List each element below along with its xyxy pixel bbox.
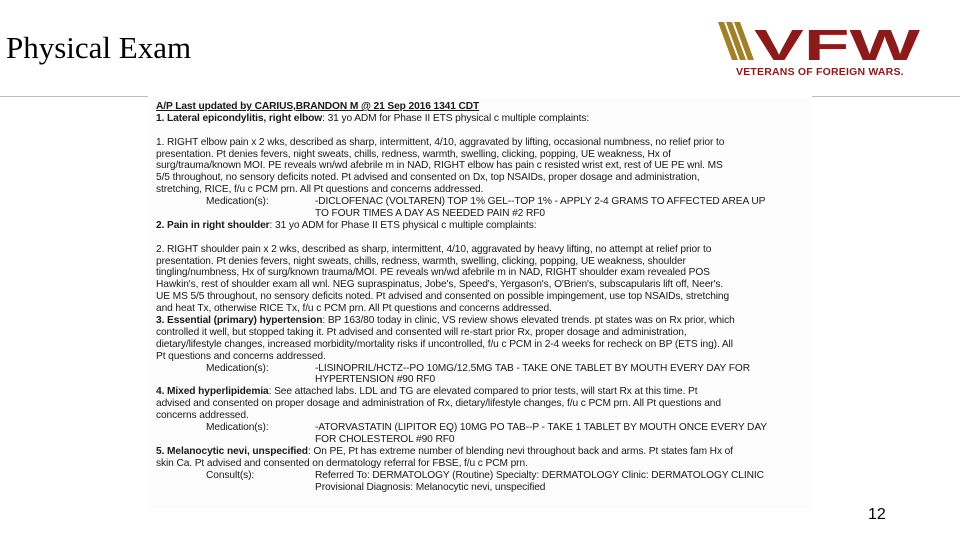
page-number: 12 (868, 506, 886, 523)
body-line: 5/5 throughout, no sensory deficits noted. Pt advised and consented on Dx, top NSAIDs, proper dosage and administration, (156, 172, 700, 184)
body-line: advised and consented on proper dosage and administration of Rx, dietary/lifestyle changes, f/u c PCM prn. All Pt questions and (156, 398, 721, 410)
vfw-logo-stripes-icon (718, 22, 754, 60)
section-4-heading (156, 386, 806, 398)
section-4-first: : See attached labs. LDL and TG are elevated compared to prior tests, will start Rx at this time. Pt (268, 386, 698, 398)
divider-left (0, 96, 148, 97)
section-5-heading (156, 446, 806, 458)
section-5-consult (156, 470, 806, 482)
section-5-body (156, 458, 806, 470)
section-2-title-rest: : 31 yo ADM for Phase II ETS physical c multiple complaints: (269, 219, 537, 231)
section-2-heading (156, 220, 806, 232)
section-1-heading (156, 113, 806, 125)
section-3-body (156, 327, 806, 363)
consult-text: Referred To: DERMATOLOGY (Routine) Specialty: DERMATOLOGY Clinic: DERMATOLOGY CLINIC (315, 469, 764, 481)
body-line: Hawkin's, rest of shoulder exam all wnl. NEG supraspinatus, Jobe's, Speed's, Yergason's, O'Brien's, subscapularis lift off, Neer's. (156, 279, 724, 291)
medication-text-cont: HYPERTENSION #90 RF0 (315, 374, 436, 386)
body-line: UE MS 5/5 throughout, no sensory deficits noted. Pt advised and consented on possible impingement, use top NSAIDs, stretching (156, 291, 730, 303)
body-line: concerns addressed. (156, 410, 249, 422)
clinical-note-image (150, 98, 810, 508)
divider-right (812, 96, 960, 97)
body-line: controlled it well, but stopped taking it. Pt advised and consented will re-start prior Rx, proper dosage and administration, (156, 326, 687, 338)
section-3-title: 3. Essential (primary) hypertension (156, 315, 323, 327)
vfw-logo-mark: VFW (754, 21, 921, 70)
section-4-medication (156, 422, 806, 434)
section-1-title: 1. Lateral epicondylitis, right elbow (156, 112, 323, 124)
consult-text-cont: Provisional Diagnosis: Melanocytic nevi, unspecified (315, 481, 546, 493)
body-line: 2. RIGHT shoulder pain x 2 wks, described as sharp, intermittent, 4/10, aggravated by heavy lifting, no attempt at relief prior to (156, 243, 712, 255)
body-line: Pt questions and concerns addressed. (156, 350, 326, 362)
section-4-body (156, 398, 806, 422)
body-line: skin Ca. Pt advised and consented on dermatology referral for FBSE, f/u c PCM prn. (156, 457, 528, 469)
section-1-title-rest: : 31 yo ADM for Phase II ETS physical c multiple complaints: (322, 112, 590, 124)
section-1-body (156, 137, 806, 196)
consult-label: Consult(s): (206, 469, 255, 481)
section-2-title: 2. Pain in right shoulder (156, 219, 270, 231)
vfw-logo-subtitle: VETERANS OF FOREIGN WARS. (736, 66, 904, 78)
body-line: presentation. Pt denies fevers, night sweats, chills, redness, warmth, swelling, clicking, popping, UE weakness, shoulder (156, 255, 686, 267)
body-line: 1. RIGHT elbow pain x 2 wks, described as sharp, intermittent, 4/10, aggravated by lifting, occasional numbness, no relief prior to (156, 136, 725, 148)
section-2-body (156, 244, 806, 315)
section-4-title: 4. Mixed hyperlipidemia (156, 386, 269, 398)
slide-title: Physical Exam (6, 30, 192, 65)
medication-text-cont: FOR CHOLESTEROL #90 RF0 (315, 433, 455, 445)
body-line: presentation. Pt denies fevers, night sweats, chills, redness, warmth, swelling, clicking, popping, UE weakness, Hx of (156, 148, 671, 160)
section-3-first: : BP 163/80 today in clinic, VS review shows elevated trends. pt states was on Rx prior, which (322, 315, 735, 327)
note-header: A/P Last updated by CARIUS,BRANDON M @ 21 Sep 2016 1341 CDT (156, 101, 480, 112)
medication-text-cont: TO FOUR TIMES A DAY AS NEEDED PAIN #2 RF0 (315, 208, 545, 220)
section-3-medication (156, 363, 806, 375)
body-line: tingling/numbness, Hx of surg/known trauma/MOI. PE reveals wn/wd afebrile m in NAD, RIGHT shoulder exam revealed POS (156, 267, 710, 279)
section-5-first: : On PE, Pt has extreme number of blending nevi throughout back and arms. Pt states fam Hx of (307, 445, 733, 457)
medication-text: -LISINOPRIL/HCTZ--PO 10MG/12.5MG TAB - TAKE ONE TABLET BY MOUTH EVERY DAY FOR (315, 362, 750, 374)
body-line: surg/trauma/known MOI. PE reveals wn/wd afebrile m in NAD, RIGHT elbow has pain c resisted wrist ext, rest of UE PE wnl. MS (156, 160, 723, 172)
section-3-heading (156, 315, 806, 327)
body-line: and heat Tx, otherwise RICE Tx, f/u c PCM prn. All Pt questions and concerns addressed. (156, 303, 552, 315)
medication-text: -DICLOFENAC (VOLTAREN) TOP 1% GEL--TOP 1% - APPLY 2-4 GRAMS TO AFFECTED AREA UP (315, 196, 766, 208)
section-5-title: 5. Melanocytic nevi, unspecified (156, 445, 308, 457)
section-1-medication (156, 196, 806, 208)
body-line: dietary/lifestyle changes, increased morbidity/mortality risks if uncontrolled, f/u c PCM in 2-4 weeks for recheck on BP (ETS ing). All (156, 338, 733, 350)
body-line: stretching, RICE, f/u c PCM prn. All Pt questions and concerns addressed. (156, 184, 484, 196)
medication-label: Medication(s): (206, 196, 269, 208)
medication-text: -ATORVASTATIN (LIPITOR EQ) 10MG PO TAB--P - TAKE 1 TABLET BY MOUTH ONCE EVERY DAY (315, 422, 767, 434)
medication-label: Medication(s): (206, 422, 269, 434)
medication-label: Medication(s): (206, 362, 269, 374)
